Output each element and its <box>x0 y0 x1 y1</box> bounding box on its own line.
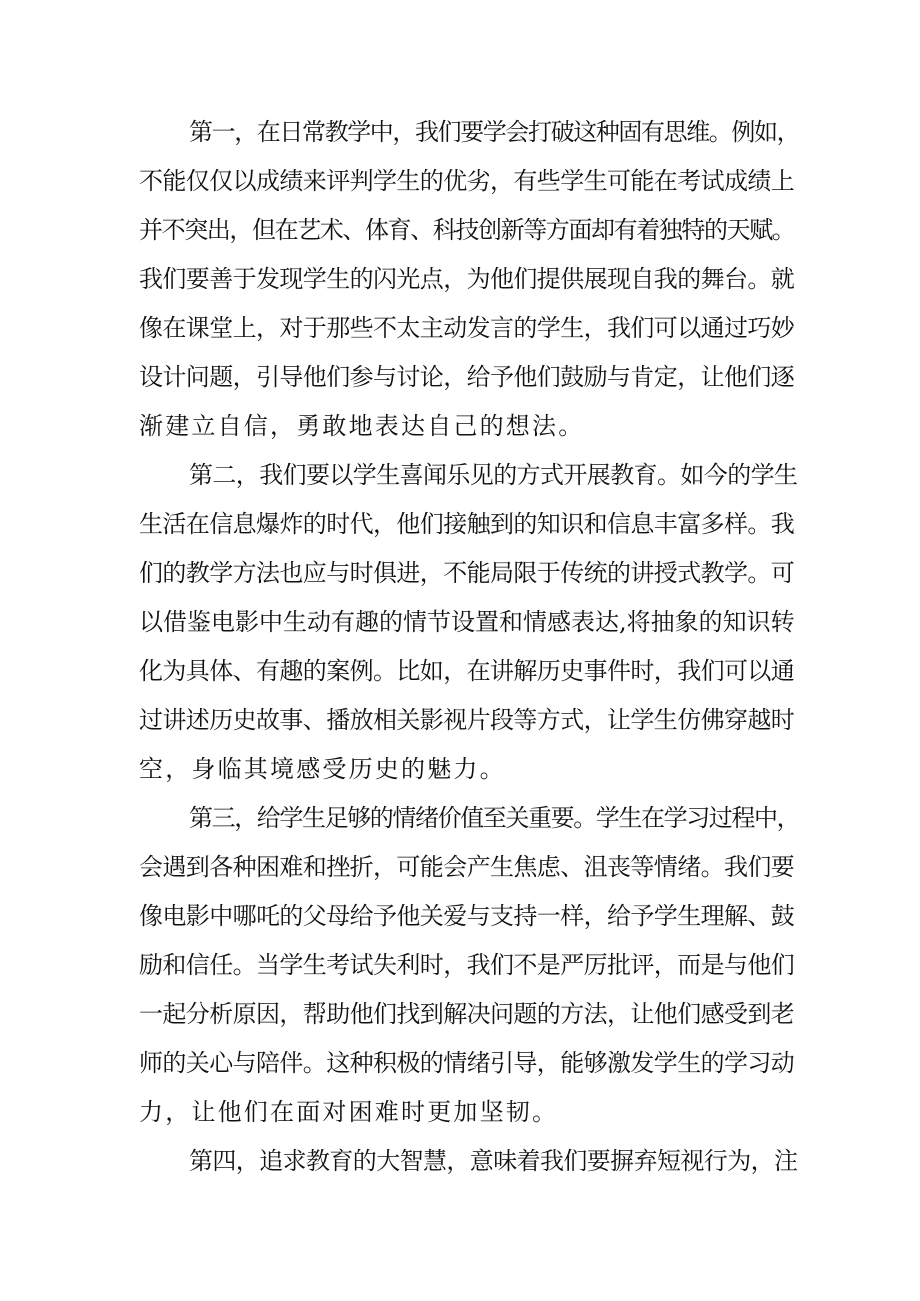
paragraph-line: 第一，在日常教学中，我们要学会打破这种固有思维。例如， <box>189 118 800 146</box>
paragraph-line: 们的教学方法也应与时俱进，不能局限于传统的讲授式教学。可 <box>139 559 795 587</box>
paragraph-line: 渐建立自信，勇敢地表达自己的想法。 <box>139 412 585 440</box>
paragraph-4 <box>139 1137 799 1186</box>
paragraph-line: 设计问题，引导他们参与讨论，给予他们鼓励与肯定，让他们逐 <box>139 363 795 391</box>
paragraph-line: 第四，追求教育的大智慧，意味着我们要摒弃短视行为，注 <box>189 1147 798 1175</box>
paragraph-line: 第二，我们要以学生喜闻乐见的方式开展教育。如今的学生 <box>189 461 798 489</box>
paragraph-line: 以借鉴电影中生动有趣的情节设置和情感表达,将抽象的知识转 <box>139 608 795 636</box>
paragraph-line: 一起分析原因，帮助他们找到解决问题的方法，让他们感受到老 <box>139 1000 795 1028</box>
paragraph-line: 过讲述历史故事、播放相关影视片段等方式，让学生仿佛穿越时 <box>139 706 795 734</box>
paragraph-line: 我们要善于发现学生的闪光点，为他们提供展现自我的舞台。就 <box>139 265 795 293</box>
paragraph-line: 生活在信息爆炸的时代，他们接触到的知识和信息丰富多样。我 <box>139 510 795 538</box>
paragraph-line: 力，让他们在面对困难时更加坚韧。 <box>139 1098 559 1126</box>
paragraph-3 <box>139 794 799 1137</box>
paragraph-1 <box>139 108 799 451</box>
paragraph-line: 会遇到各种困难和挫折，可能会产生焦虑、沮丧等情绪。我们要 <box>139 853 795 881</box>
paragraph-2 <box>139 451 799 794</box>
paragraph-line: 像电影中哪吒的父母给予他关爱与支持一样，给予学生理解、鼓 <box>139 902 795 930</box>
paragraph-line: 像在课堂上，对于那些不太主动发言的学生，我们可以通过巧妙 <box>139 314 795 342</box>
paragraph-line: 空，身临其境感受历史的魅力。 <box>139 755 506 783</box>
paragraph-line: 并不突出，但在艺术、体育、科技创新等方面却有着独特的天赋。 <box>139 216 795 244</box>
paragraph-line: 化为具体、有趣的案例。比如，在讲解历史事件时，我们可以通 <box>139 657 795 685</box>
paragraph-line: 第三，给学生足够的情绪价值至关重要。学生在学习过程中， <box>189 804 800 832</box>
paragraph-line: 励和信任。当学生考试失利时，我们不是严厉批评，而是与他们 <box>139 951 795 979</box>
document-body <box>139 108 799 1186</box>
paragraph-line: 不能仅仅以成绩来评判学生的优劣，有些学生可能在考试成绩上 <box>139 167 795 195</box>
paragraph-line: 师的关心与陪伴。这种积极的情绪引导，能够激发学生的学习动 <box>139 1049 795 1077</box>
